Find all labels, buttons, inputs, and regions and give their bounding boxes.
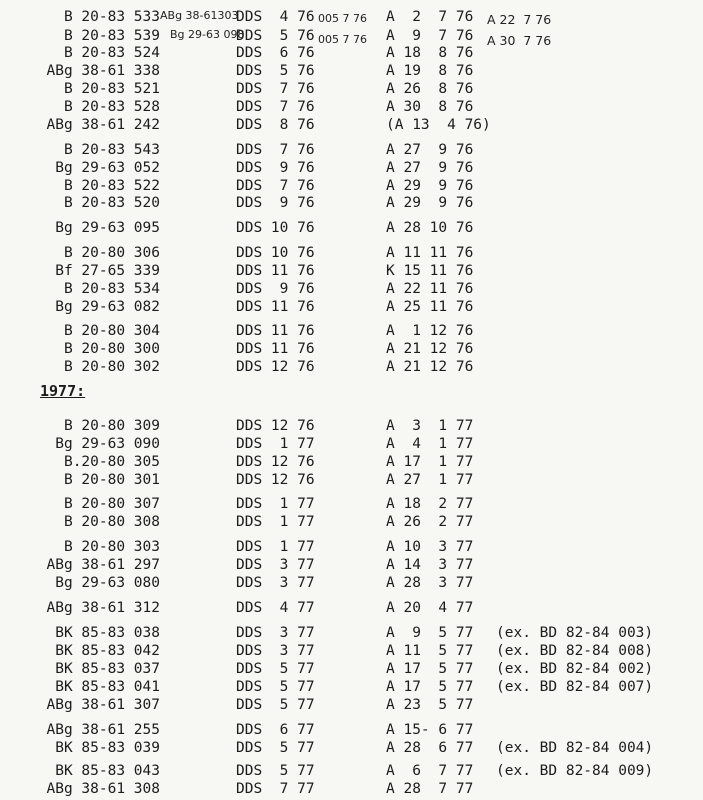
record-note: (ex. BD 82-84 009) — [496, 763, 654, 779]
record-row — [0, 358, 703, 377]
record-dds-date: DDS 5 77 — [236, 763, 315, 779]
record-row — [0, 340, 703, 359]
record-dds-date: DDS 12 76 — [236, 454, 315, 470]
record-id: ABg 38-61 307 — [46, 697, 160, 713]
record-dds-date: DDS 6 76 — [236, 45, 315, 61]
record-row — [0, 219, 703, 238]
record-id: B 20-80 301 — [63, 472, 160, 488]
record-return-date: A 29 9 76 — [386, 178, 474, 194]
record-id: ABg 38-61 242 — [46, 117, 160, 133]
record-row — [0, 435, 703, 454]
record-return-date: A 6 7 77 — [386, 763, 474, 779]
record-row — [0, 599, 703, 618]
record-return-date: A 9 7 76 — [386, 28, 474, 44]
record-id: B 20-80 303 — [63, 539, 160, 555]
record-row — [0, 495, 703, 514]
record-dds-date: DDS 5 77 — [236, 661, 315, 677]
record-id: Bg 29-63 082 — [55, 299, 160, 315]
record-id: Bg 29-63 052 — [55, 160, 160, 176]
record-return-date: K 15 11 76 — [386, 263, 474, 279]
record-return-date: (A 13 4 76) — [386, 117, 491, 133]
handwritten-note-return-2: A 30 7 76 — [487, 33, 552, 48]
record-dds-date: DDS 3 77 — [236, 557, 315, 573]
record-return-date: A 28 7 77 — [386, 781, 474, 797]
record-id: ABg 38-61 297 — [46, 557, 160, 573]
record-return-date: A 21 12 76 — [386, 341, 474, 357]
record-dds-date: DDS 9 76 — [236, 195, 315, 211]
record-dds-date: DDS 1 77 — [236, 496, 315, 512]
record-dds-date: DDS 11 76 — [236, 341, 315, 357]
record-row — [0, 780, 703, 799]
record-note: (ex. BD 82-84 004) — [496, 740, 654, 756]
record-row — [0, 298, 703, 317]
record-id: B 20-80 302 — [63, 359, 160, 375]
record-return-date: A 30 8 76 — [386, 99, 474, 115]
record-row — [0, 141, 703, 160]
record-return-date: A 4 1 77 — [386, 436, 474, 452]
record-return-date: A 2 7 76 — [386, 9, 474, 25]
record-id: B 20-83 539 — [63, 28, 160, 44]
record-row — [0, 642, 703, 661]
record-id: Bg 29-63 095 — [55, 220, 160, 236]
record-return-date: A 21 12 76 — [386, 359, 474, 375]
record-dds-date: DDS 5 77 — [236, 697, 315, 713]
record-row — [0, 556, 703, 575]
record-note: (ex. BD 82-84 002) — [496, 661, 654, 677]
record-dds-date: DDS 12 76 — [236, 472, 315, 488]
record-row — [0, 98, 703, 117]
record-row — [0, 80, 703, 99]
record-row — [0, 322, 703, 341]
record-return-date: A 19 8 76 — [386, 63, 474, 79]
record-id: BK 85-83 043 — [55, 763, 160, 779]
record-dds-date: DDS 12 76 — [236, 359, 315, 375]
record-row — [0, 762, 703, 781]
record-row — [0, 721, 703, 740]
record-row — [0, 262, 703, 281]
record-row — [0, 739, 703, 758]
record-return-date: A 11 5 77 — [386, 643, 474, 659]
record-id: Bg 29-63 080 — [55, 575, 160, 591]
record-dds-date: DDS 1 77 — [236, 436, 315, 452]
record-id: ABg 38-61 255 — [46, 722, 160, 738]
record-row — [0, 44, 703, 63]
record-row — [0, 471, 703, 490]
record-id: B 20-80 307 — [63, 496, 160, 512]
record-return-date: A 17 5 77 — [386, 679, 474, 695]
record-row — [0, 538, 703, 557]
record-return-date: A 11 11 76 — [386, 245, 474, 261]
record-id: B.20-80 305 — [63, 454, 160, 470]
record-row — [0, 696, 703, 715]
handwritten-note-return-1: A 22 7 76 — [487, 12, 552, 27]
record-id: B 20-80 309 — [63, 418, 160, 434]
record-dds-date: DDS 10 76 — [236, 220, 315, 236]
record-id: B 20-80 308 — [63, 514, 160, 530]
record-return-date: A 14 3 77 — [386, 557, 474, 573]
record-row — [0, 62, 703, 81]
record-row — [0, 417, 703, 436]
record-note: (ex. BD 82-84 007) — [496, 679, 654, 695]
record-dds-date: DDS 7 76 — [236, 99, 315, 115]
record-id: B 20-80 306 — [63, 245, 160, 261]
record-dds-date: DDS 3 77 — [236, 625, 315, 641]
record-return-date: A 28 10 76 — [386, 220, 474, 236]
record-id: BK 85-83 037 — [55, 661, 160, 677]
record-row — [0, 513, 703, 532]
record-dds-date: DDS 11 76 — [236, 299, 315, 315]
record-id: B 20-83 543 — [63, 142, 160, 158]
record-dds-date: DDS 7 77 — [236, 781, 315, 797]
record-id: ABg 38-61 338 — [46, 63, 160, 79]
handwritten-note-abg: ABg 38-61303 — [160, 9, 239, 22]
record-dds-date: DDS 1 77 — [236, 539, 315, 555]
record-id: ABg 38-61 308 — [46, 781, 160, 797]
record-row — [0, 453, 703, 472]
record-row — [0, 244, 703, 263]
handwritten-note-dds-2: 005 7 76 — [318, 33, 367, 46]
record-id: B 20-83 534 — [63, 281, 160, 297]
record-return-date: A 27 9 76 — [386, 160, 474, 176]
record-dds-date: DDS 5 76 — [236, 28, 315, 44]
record-return-date: A 17 1 77 — [386, 454, 474, 470]
record-dds-date: DDS 12 76 — [236, 418, 315, 434]
record-return-date: A 17 5 77 — [386, 661, 474, 677]
record-return-date: A 9 5 77 — [386, 625, 474, 641]
record-dds-date: DDS 9 76 — [236, 281, 315, 297]
record-dds-date: DDS 4 77 — [236, 600, 315, 616]
record-dds-date: DDS 5 77 — [236, 740, 315, 756]
record-id: ABg 38-61 312 — [46, 600, 160, 616]
record-dds-date: DDS 1 77 — [236, 514, 315, 530]
record-return-date: A 29 9 76 — [386, 195, 474, 211]
record-id: B 20-83 520 — [63, 195, 160, 211]
record-return-date: A 26 8 76 — [386, 81, 474, 97]
record-return-date: A 15- 6 77 — [386, 722, 474, 738]
record-id: BK 85-83 041 — [55, 679, 160, 695]
record-id: B 20-83 522 — [63, 178, 160, 194]
record-id: B 20-80 304 — [63, 323, 160, 339]
record-dds-date: DDS 8 76 — [236, 117, 315, 133]
handwritten-note-bg: Bg 29-63 098 — [170, 28, 245, 41]
record-row — [0, 194, 703, 213]
record-dds-date: DDS 5 77 — [236, 679, 315, 695]
record-dds-date: DDS 7 76 — [236, 81, 315, 97]
record-note: (ex. BD 82-84 003) — [496, 625, 654, 641]
record-return-date: A 27 9 76 — [386, 142, 474, 158]
record-return-date: A 18 8 76 — [386, 45, 474, 61]
record-dds-date: DDS 7 76 — [236, 178, 315, 194]
record-dds-date: DDS 3 77 — [236, 643, 315, 659]
record-return-date: A 26 2 77 — [386, 514, 474, 530]
record-id: BK 85-83 039 — [55, 740, 160, 756]
record-row — [0, 280, 703, 299]
record-return-date: A 25 11 76 — [386, 299, 474, 315]
record-id: BK 85-83 038 — [55, 625, 160, 641]
record-id: BK 85-83 042 — [55, 643, 160, 659]
record-id: B 20-80 300 — [63, 341, 160, 357]
record-dds-date: DDS 5 76 — [236, 63, 315, 79]
record-return-date: A 28 3 77 — [386, 575, 474, 591]
handwritten-note-dds-1: 005 7 76 — [318, 12, 367, 25]
record-row — [0, 574, 703, 593]
year-header: 1977: — [40, 382, 86, 400]
record-id: Bg 29-63 090 — [55, 436, 160, 452]
record-dds-date: DDS 6 77 — [236, 722, 315, 738]
record-dds-date: DDS 11 76 — [236, 263, 315, 279]
record-row — [0, 159, 703, 178]
record-dds-date: DDS 11 76 — [236, 323, 315, 339]
record-row — [0, 624, 703, 643]
record-return-date: A 1 12 76 — [386, 323, 474, 339]
record-id: B 20-83 533 — [63, 9, 160, 25]
record-return-date: A 3 1 77 — [386, 418, 474, 434]
record-row — [0, 660, 703, 679]
record-note: (ex. BD 82-84 008) — [496, 643, 654, 659]
record-dds-date: DDS 9 76 — [236, 160, 315, 176]
record-id: B 20-83 521 — [63, 81, 160, 97]
record-id: Bf 27-65 339 — [55, 263, 160, 279]
record-return-date: A 27 1 77 — [386, 472, 474, 488]
record-return-date: A 10 3 77 — [386, 539, 474, 555]
record-id: B 20-83 524 — [63, 45, 160, 61]
record-return-date: A 28 6 77 — [386, 740, 474, 756]
record-return-date: A 20 4 77 — [386, 600, 474, 616]
record-dds-date: DDS 10 76 — [236, 245, 315, 261]
record-dds-date: DDS 4 76 — [236, 9, 315, 25]
record-dds-date: DDS 7 76 — [236, 142, 315, 158]
record-return-date: A 22 11 76 — [386, 281, 474, 297]
record-dds-date: DDS 3 77 — [236, 575, 315, 591]
record-row — [0, 116, 703, 135]
record-row — [0, 678, 703, 697]
record-id: B 20-83 528 — [63, 99, 160, 115]
record-return-date: A 18 2 77 — [386, 496, 474, 512]
record-return-date: A 23 5 77 — [386, 697, 474, 713]
